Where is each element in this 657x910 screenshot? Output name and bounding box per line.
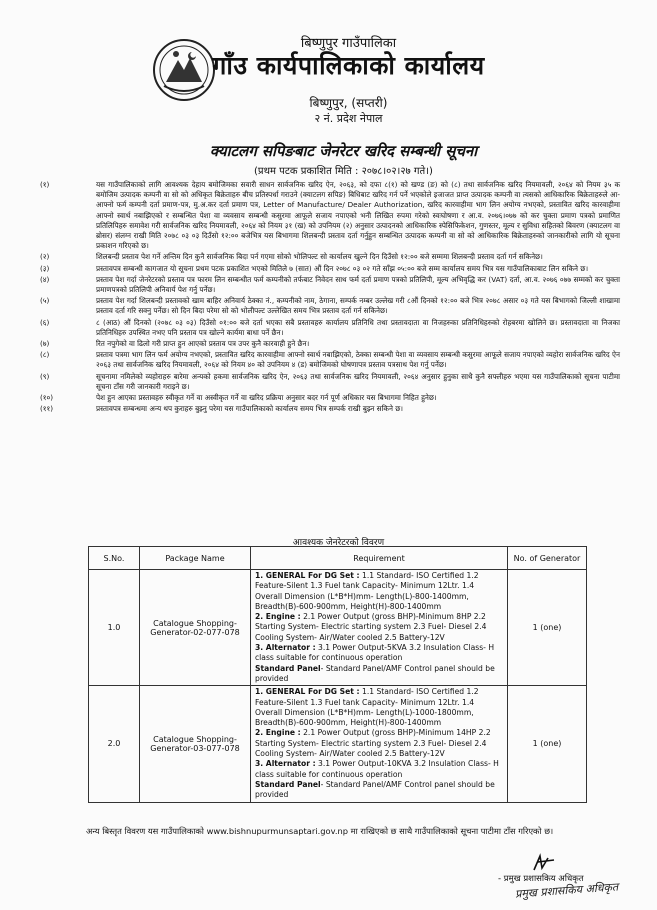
paragraph-text: ८ (आठ) औं दिनको (२०७८ ०३ ०३) दिउँसो ०१:०० बजे दर्ता भएका सबै प्रस्तावहरु कार्यालय प्रतिनिधि तथा प्रस्तावदाता वा निजहरुका प्रतिनिधिहरुको रोहबरमा खोलिने छ। प्रस्तावदाता वा निजका प्रतिनिधिहरु उपस्थित नभए पनि प्रस्ताव पत्र खोल्ने कार्यमा बाधा पर्ने छैन। [96,317,620,337]
row-qty: 1 (one) [508,686,587,802]
signatory-title: - प्रमुख प्रशासकिय अधिकृत [498,874,584,884]
req-engine: 2.1 Power Output (gross BHP)-Minimum 8HP 2.2 Starting System- Electric starting system 2.3 Fuel- Diesel 2.4 Cooling System- Air/Water cooled 2.5 Battery-12V [255,612,487,642]
paragraph-number: (६) [40,317,50,327]
generator-table [88,546,587,803]
row-sno: 1.0 [89,570,140,686]
paragraph-text: रित नपुगेको वा ढिलो गरी प्राप्त हुन आएको प्रस्ताव पत्र उपर कुनै कारवाही हुने छैन। [96,339,310,349]
req-alternator: 3.1 Power Output-5KVA 3.2 Insulation Class- H class suitable for continuous operation [255,643,495,663]
req-general: 1.1 Standard- ISO Certified 1.2 Feature-Silent 1.3 Fuel tank Capacity- Minimum 12Ltr. 1.4 Overall Dimension (L*B*H)mm- Length(L)-1000-1800mm, Breadth(B)-600-900mm, Height(H)-800-1400mm [255,687,479,728]
paragraph [34,372,620,392]
paragraph-text: शिलबन्दी प्रस्ताव पेश गर्ने अन्तिम दिन कुनै सार्वजनिक बिदा पर्न गएमा सोको भोलिपल्ट सो कार्यालय खुल्ने दिन दिउँसो १२:०० बजे सम्ममा शिलबन्दी प्रस्ताव दर्ता गर्न सकिनेछ। [96,252,543,262]
row-requirement [251,686,508,802]
paragraph-number: (९) [40,371,50,381]
row-package: Catalogue Shopping-Generator-02-077-078 [140,570,251,686]
header-requirement: Requirement [251,547,508,570]
req-alternator-label: 3. Alternator : [255,643,316,653]
notice-title: क्याटलग सपिङबाट जेनरेटर खरिद सम्बन्धी सूचना [209,142,478,160]
table-header-row [89,547,587,570]
paragraph-text: सूचनामा नमिलेको व्यहोराहरु बारेमा अन्यको हकमा सार्वजनिक खरिद ऐन, २०६३ तथा सार्वजनिक खरिद नियमावली, २०६४ अनुसार हुनुका साथै कुनै सफ्लीहरु भएमा यस गाउँपालिकाको सूचना पाटीमा सूचना टाँस गरी जानकारी गराइने छ। [96,371,620,391]
table-row [89,686,587,802]
paragraph [34,318,620,338]
paragraph-number: (४) [40,274,50,284]
req-alternator: 3.1 Power Output-10KVA 3.2 Insulation Class- H class suitable for continuous operation [255,759,499,779]
footer-text: अन्य बिस्तृत विवरण यस गाउँपालिकाको www.bishnupurmunsaptari.gov.np मा राखिएको छ साथै गाउँपालिकाको सूचना पाटीमा टाँस गरिएको छ। [86,826,554,836]
req-panel-label: Standard Panel [255,663,321,673]
paragraph-text: पेश हुन आएका प्रस्तावहरु स्वीकृत गर्ने वा अस्वीकृत गर्ने वा खरिद प्रक्रिया अनुसार बदर गर्न पूर्ण अधिकार यस बिभागमा निहित हुनेछ। [96,393,437,403]
row-requirement [251,570,508,686]
paragraph-number: (७) [40,339,50,349]
paragraph-text: प्रस्ताव पेश गर्दा जेनरेटरको प्रस्ताव पत्र फारम लिन सम्बन्धीत फर्म कम्पनीको तर्फबाट निवेदन साथ फर्म दर्ता प्रमाण पत्रको प्रतिलिपी, मूल्य अभिवृद्धि कर (VAT) दर्ता, आ.व. २०७६ ०७७ सम्मको कर चुक्ता प्रमाणपत्रको प्रतिलिपी अनिवार्य पेश गर्नु पर्नेछ। [96,274,620,295]
paragraph [34,180,620,251]
header-package: Package Name [140,547,251,570]
signature-icon [530,852,560,874]
row-qty: 1 (one) [508,570,587,686]
paragraph-number: (१०) [40,393,54,403]
paragraph [34,264,620,274]
paragraph-number: (२) [40,252,50,262]
req-general-label: 1. GENERAL For DG Set : [255,687,360,697]
row-package: Catalogue Shopping-Generator-03-077-078 [140,686,251,802]
official-stamp: प्रमुख प्रशासकिय अधिकृत [514,880,619,901]
notice-subtitle: (प्रथम पटक प्रकाशित मिति : २०७८।०२।२७ गते।) [254,166,433,177]
req-panel-label: Standard Panel [255,779,321,789]
office-location: बिष्णुपुर, (सप्तरी) [309,96,388,110]
req-general: 1.1 Standard- ISO Certified 1.2 Feature-Silent 1.3 Fuel tank Capacity- Minimum 12Ltr. 1.4 Overall Dimension (L*B*H)mm- Length(L)-800-1400mm, Breadth(B)-600-900mm, Height(H)-800-1400mm [255,571,479,611]
req-engine-label: 2. Engine : [255,728,301,738]
paragraph [34,393,620,403]
paragraph-number: (५) [40,296,50,306]
req-panel: - Standard Panel/AMF Control panel should be provided [255,663,495,683]
office-name: गाँउ कार्यपालिकाको कार्यालय [212,51,485,80]
paragraph-text: प्रस्तावपत्र सम्बन्धी कागजात यो सूचना प्रथम पटक प्रकाशित भएको मितिले ७ (सात) औं दिन २०७८ ०३ ०२ गते साँझ ०५:०० बजे सम्म कार्यालय समय भित्र यस गाउँपालिकाबाट लिन सकिने छ। [96,263,589,273]
table-row [89,570,587,686]
paragraph [34,296,620,316]
header-sno: S.No. [89,547,140,570]
notice-paragraphs [34,180,620,415]
req-engine: 2.1 Power Output (gross BHP)-Minimum 14HP 2.2 Starting System- Electric starting system 2.3 Fuel- Diesel 2.4 Cooling System- Air/Water cooled 2.5 Battery-12V [255,728,491,759]
row-sno: 2.0 [89,686,140,802]
req-engine-label: 2. Engine : [255,612,301,622]
paragraph [34,350,620,370]
province-name: २ नं. प्रदेश नेपाल [314,112,383,125]
req-general-label: 1. GENERAL For DG Set : [255,571,360,580]
paragraph-text: यस गाउँपालिकाको लागि आवश्यक देहाय बमोजिमका सवारी साधन सार्वजनिक खरिद ऐन, २०६३, को दफा ८(१) को खण्ड (ङ) को (८) तथा सार्वजनिक खरिद नियमावली, २०६४ को नियम ३५ क बमोजिम उत्पादक कम्पनी वा सो को अधिकृत बिक्रेताहरु बीच प्रतिस्पर्धा गराउने (क्याटलग सपिङ) बिधिबाट खरिद गर्न पर्ने भएकोले इजाजत प्राप्त उत्पादक कम्पनी वा त्यसको आधिकारिक बिक्रेताहरुले आ-आफ्नो फर्म कम्पनी दर्ता प्रमाण-पत्र, मु.अ.कर दर्ता प्रमाण पत्र, Letter of Manufacture/ Dealer Authorization, खरिद कारवाहीमा भाग लिन अयोग्य नभएको, प्रस्तावित खरिद कारवाहीमा आफ्नो स्वार्थ नबाझिएको र सम्बन्धित पेशा वा व्यवसाय सम्बन्धी कसुरमा आफूले सजाय नपाएको भनी लिखित रुपमा गरेको स्वःघोषणा र आ.व. २०७६।०७७ को कर चुक्ता प्रमाण पत्रको प्रमाणित प्रतिलिपिहरु समावेश गरी सार्वजनिक खरिद नियमावली, २०६४ को नियम ३१ (ख) को उपनियम (२) अनुसार उत्पादनको आधिकारिक स्पेसिफिकेशन, गुणस्तर, मूल्य र सुविधा सहितको बिवरण (क्याटलग वा ब्रोसर) संलग्न राखी मिति २०७८ ०३ ०३ दिउँसो १२:०० बजेभित्र यस बिभागमा शिलबन्दी प्रस्ताव दर्ता गर्नुहुन सम्बन्धित उत्पादक कम्पनी वा सो को आधिकारिक बिक्रेताहरुको जानकारीको लागि यो सूचना प्रकाशन गरिएको छ। [96,180,620,251]
req-panel: - Standard Panel/AMF Control panel should be provided [255,779,495,800]
paragraph-text: प्रस्ताव पत्रमा भाग लिन फर्म अयोग्य नभएको, प्रस्तावित खरिद कारवाहीमा आफ्नो स्वार्थ नबाझिएको, ठेक्का सम्बन्धी पेशा वा व्यवसाय सम्बन्धी कसुरमा आफूले सजाय नपाएको व्यहोरा सार्वजनिक खरिद ऐन २०६३ तथा सार्वजनिक खरिद नियमावली, २०६४ को नियम ४० को उपनियम ४ (ड) बमोजिमको घोषणापत्र प्रस्ताव पत्रसाथ पेश गर्नु पर्नेछ। [96,350,620,370]
paragraph [34,275,620,295]
paragraph-number: (३) [40,263,50,273]
paragraph-number: (११) [40,404,54,414]
paragraph [34,404,620,414]
paragraph-text: प्रस्ताव पेश गर्दा शिलबन्दी प्रस्तावको खाम बाहिर अनिवार्य ठेक्का नं., कम्पनीको नाम, ठेगाना, सम्पर्क नम्बर उल्लेख गरी ८औं दिनको १२:०० बजे भित्र २०७८ असार ०३ गते यस बिभागको जिल्ली शाखामा प्रस्ताव दर्ता गरि सक्नु पर्नेछ। सो दिन बिदा परेमा सो को भोलीपल्ट उल्लेखित समय भित्र प्रस्ताव दर्ता गर्न सकिनेछ। [96,296,620,316]
req-alternator-label: 3. Alternator : [255,759,316,769]
paragraph-text: प्रस्तावपत्र सम्बन्धमा अन्य थप कुराहरु बुझ्नु परेमा यस गाउँपालिकाको कार्यालय समय भित्र सम्पर्क राखी बुझ्न सकिने छ। [96,404,403,414]
paragraph-number: (१) [40,180,50,189]
table-caption: आवश्यक जेनरेटरको विवरण [292,538,385,548]
municipality-name: बिष्णुपुर गाउँपालिका [300,36,397,51]
paragraph [34,339,620,349]
paragraph [34,252,620,262]
paragraph-number: (८) [40,350,50,360]
header-qty: No. of Generator [508,547,587,570]
